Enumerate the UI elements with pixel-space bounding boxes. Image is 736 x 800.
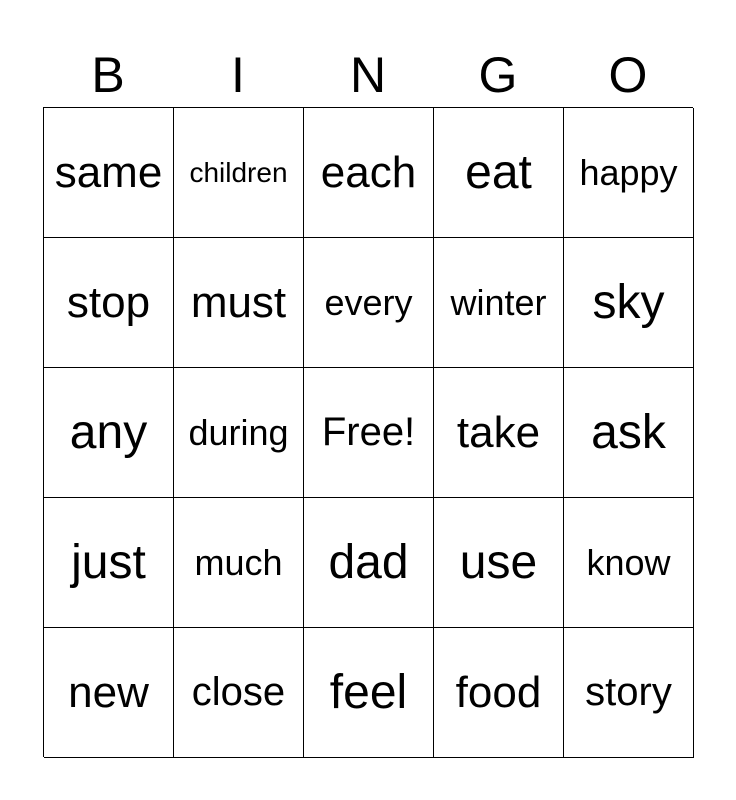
header-letter-n: N: [349, 47, 387, 103]
header-letter-i: I: [231, 47, 245, 103]
bingo-cell-r2c2[interactable]: must: [174, 238, 304, 368]
bingo-cell-r3c2[interactable]: during: [174, 368, 304, 498]
bingo-cell-r3c4[interactable]: take: [434, 368, 564, 498]
header-letter-o: O: [608, 47, 648, 103]
bingo-cell-r4c1[interactable]: just: [44, 498, 174, 628]
bingo-cell-r3c5[interactable]: ask: [564, 368, 694, 498]
free-space[interactable]: Free!: [304, 368, 434, 498]
bingo-cell-r3c1[interactable]: any: [44, 368, 174, 498]
bingo-cell-r2c3[interactable]: every: [304, 238, 434, 368]
bingo-cell-r5c1[interactable]: new: [44, 628, 174, 758]
header-letter-g: G: [478, 47, 518, 103]
header-letter-b: B: [91, 47, 125, 103]
bingo-cell-r5c2[interactable]: close: [174, 628, 304, 758]
bingo-cell-r1c5[interactable]: happy: [564, 108, 694, 238]
bingo-cell-r5c4[interactable]: food: [434, 628, 564, 758]
bingo-cell-r1c2[interactable]: children: [174, 108, 304, 238]
bingo-cell-r5c3[interactable]: feel: [304, 628, 434, 758]
bingo-cell-r1c3[interactable]: each: [304, 108, 434, 238]
bingo-header: [43, 44, 693, 106]
bingo-board: [43, 107, 693, 757]
bingo-cell-r2c4[interactable]: winter: [434, 238, 564, 368]
bingo-cell-r2c1[interactable]: stop: [44, 238, 174, 368]
bingo-cell-r2c5[interactable]: sky: [564, 238, 694, 368]
bingo-cell-r1c4[interactable]: eat: [434, 108, 564, 238]
bingo-cell-r4c4[interactable]: use: [434, 498, 564, 628]
bingo-cell-r1c1[interactable]: same: [44, 108, 174, 238]
bingo-cell-r4c2[interactable]: much: [174, 498, 304, 628]
bingo-cell-r5c5[interactable]: story: [564, 628, 694, 758]
bingo-cell-r4c3[interactable]: dad: [304, 498, 434, 628]
bingo-cell-r4c5[interactable]: know: [564, 498, 694, 628]
